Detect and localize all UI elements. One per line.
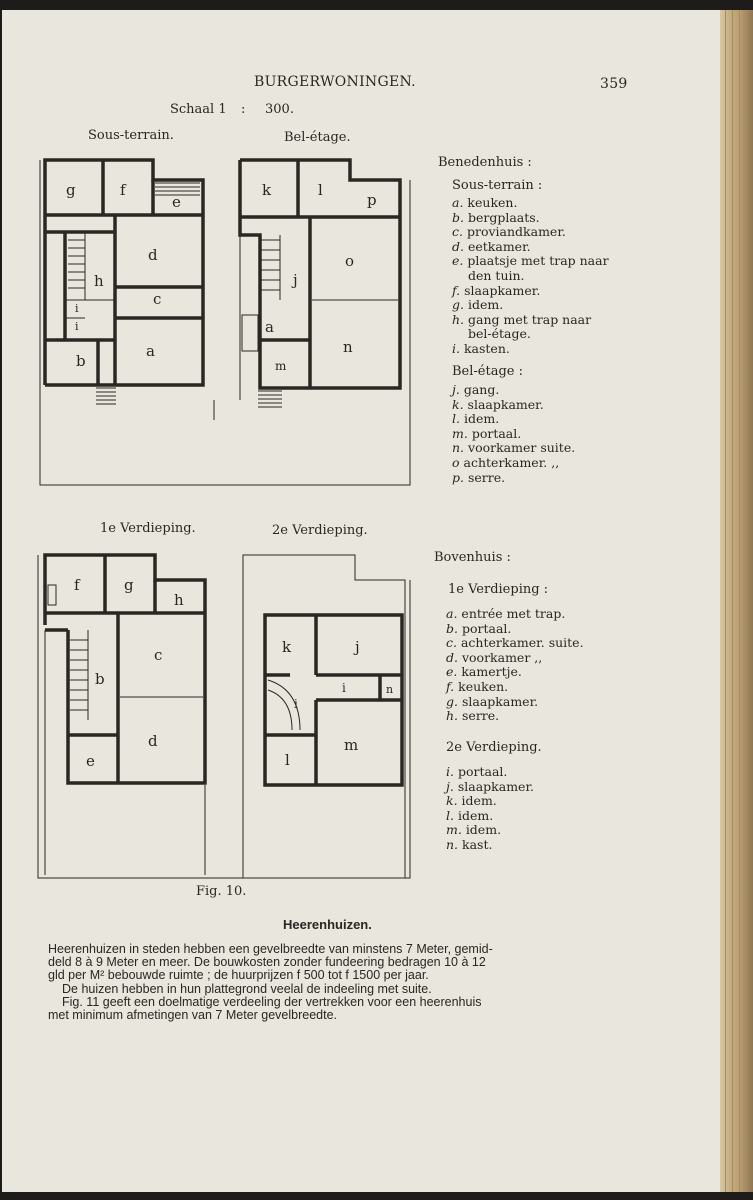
section-title: Heerenhuizen. [283,917,372,932]
room-j-2e: j [355,638,360,656]
legend-bovenhuis: Bovenhuis : [434,550,511,565]
room-i-2e: i [342,681,346,695]
scale-colon: : [241,102,246,117]
room-i2-2e: i [294,697,298,711]
body-paragraph: Heerenhuizen in steden hebben een gevelbreedte van minstens 7 Meter, gemid- deld 8 à 9 Meter en meer. De bouwkosten zonder fundeering bedragen 10 à 12 gld per M² bebouwde ruimte ; de huurprijzen f 500 tot f 1500 per jaar. De huizen hebben in hun plattegrond veelal de indeeling met suite. Fig. 11 geeft een doelmatige verdeeling der vertrekken voor een heerenhuis met minimum afmetingen van 7 Meter gevelbreedte. [48,942,493,1023]
room-i1: i [75,302,79,315]
room-c: c [153,290,162,308]
room-m-2e: m [344,736,359,754]
room-n: n [343,338,353,356]
room-f-1e: f [74,576,80,594]
legend-lower-list-2: i. portaal. j. slaapkamer. k. idem. l. idem. m. idem. n. kast. [446,764,535,852]
bel-etage-title: Bel-étage. [284,130,351,145]
room-n-2e: n [386,683,394,696]
legend-bel-etage: Bel-étage : [452,364,523,379]
first-floor-title: 1e Verdieping. [100,521,196,536]
room-k: k [262,181,272,199]
scale-label: Schaal 1 [170,102,227,117]
room-g-1e: g [124,576,134,594]
legend-2e-verdieping: 2e Verdieping. [446,740,542,755]
room-p: p [367,191,377,209]
legend-upper-list-2: j. gang. k. slaapkamer. l. idem. m. portaal. n. voorkamer suite. o achterkamer. ,, p. serre. [452,382,576,485]
room-h-1e: h [174,591,184,609]
page-number: 359 [600,76,628,92]
legend-upper-list-1: a. keuken. b. bergplaats. c. proviandkamer. d. eetkamer. e. plaatsje met trap naar den tuin. f. slaapkamer. g. idem. h. gang met trap naar bel-étage. i. kasten. [452,195,609,356]
legend-benedenhuis: Benedenhuis : [438,155,532,170]
room-h: h [94,272,104,290]
legend-sous-terrain: Sous-terrain : [452,178,543,193]
room-e-1e: e [86,752,95,770]
second-floor-title: 2e Verdieping. [272,523,368,538]
scale-value: 300. [265,102,294,117]
figure-caption: Fig. 10. [196,884,247,899]
room-f: f [120,181,126,199]
room-a: a [146,342,155,360]
running-header: BURGERWONINGEN. [254,74,416,90]
room-e: e [172,193,181,211]
lower-floor-plans [0,540,430,885]
page-edges [720,10,753,1192]
room-d: d [148,246,158,264]
room-j: j [293,271,298,289]
upper-floor-plans [0,0,430,500]
room-l: l [318,181,323,199]
room-a-bel: a [265,318,274,336]
room-b-1e: b [95,670,105,688]
room-d-1e: d [148,732,158,750]
legend-1e-verdieping: 1e Verdieping : [448,582,549,597]
room-i2: i [75,320,79,333]
room-l-2e: l [285,751,290,769]
room-o: o [345,252,355,270]
room-c-1e: c [154,646,163,664]
room-k-2e: k [282,638,292,656]
room-m: m [275,359,287,373]
room-g: g [66,181,76,199]
legend-lower-list-1: a. entrée met trap. b. portaal. c. achterkamer. suite. d. voorkamer ,, e. kamertje. f. keuken. g. slaapkamer. h. serre. [446,606,584,724]
room-b: b [76,352,86,370]
sous-terrain-title: Sous-terrain. [88,128,174,143]
